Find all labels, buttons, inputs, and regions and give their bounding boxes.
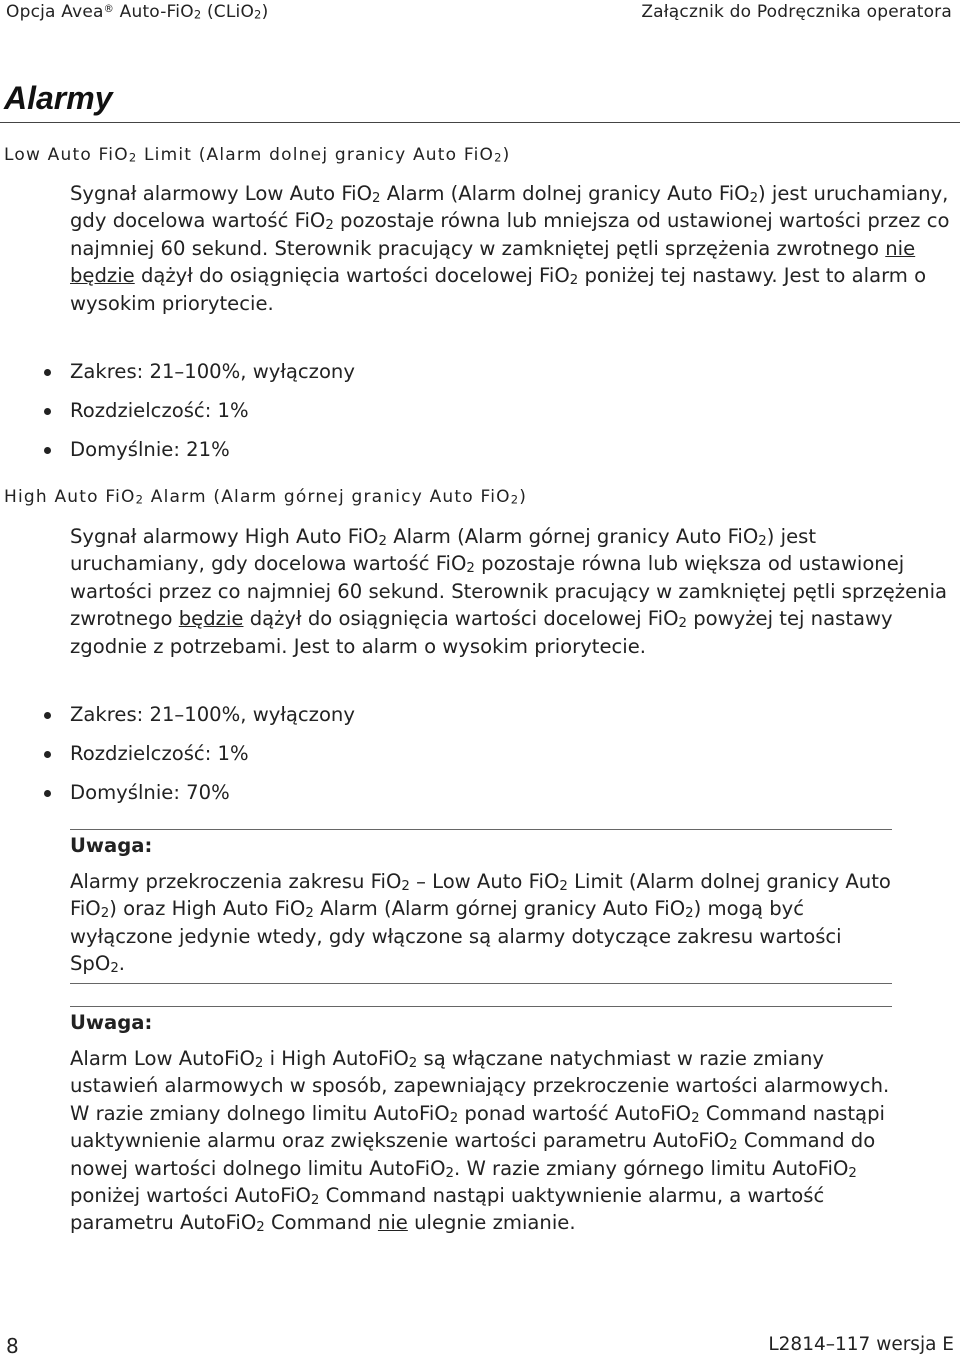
emphasis-underline: nie będzie bbox=[70, 236, 916, 288]
bullet-icon bbox=[44, 447, 51, 454]
bullet-icon bbox=[44, 751, 51, 758]
emphasis-underline: będzie bbox=[178, 607, 244, 631]
running-header-right: Załącznik do Podręcznika operatora bbox=[641, 2, 952, 22]
running-header-left: Opcja Avea® Auto-FiO2 (CLiO2) bbox=[6, 2, 269, 22]
list-item: Rozdzielczość: 1% bbox=[0, 740, 900, 779]
note-divider bbox=[70, 983, 892, 984]
list-item: Zakres: 21–100%, wyłączony bbox=[0, 358, 900, 397]
list-item: Domyślnie: 21% bbox=[0, 436, 900, 475]
note-text: Alarmy przekroczenia zakresu FiO2 – Low Auto FiO2 Limit (Alarm dolnej granicy Auto FiO2) oraz High Auto FiO2 Alarm (Alarm górnej granicy Auto FiO2) mogą być wyłączone jedynie wtedy, gdy włączone są alarmy dotyczące zakresu wartości SpO2. bbox=[70, 870, 891, 977]
high-settings-list bbox=[0, 701, 900, 818]
page-title: Alarmy bbox=[4, 80, 113, 116]
document-code: L2814–117 wersja E bbox=[768, 1334, 954, 1355]
bullet-icon bbox=[44, 790, 51, 797]
note-text: Alarm Low AutoFiO2 i High AutoFiO2 są włączane natychmiast w razie zmiany ustawień alarmowych w sposób, zapewniający przekroczenie wartości alarmowych. W razie zmiany dolnego limitu AutoFiO2 ponad wartość AutoFiO2 Command nastąpi uaktywnienie alarmu oraz zwiększenie wartości parametru AutoFiO2 Command do nowej wartości dolnego limitu AutoFiO2. W razie zmiany górnego limitu AutoFiO2 poniżej wartości AutoFiO2 Command nastąpi uaktywnienie alarmu, a wartość parametru AutoFiO2 Command nie ulegnie zmianie. bbox=[70, 1047, 890, 1236]
note-label: Uwaga: bbox=[70, 834, 153, 857]
note-divider bbox=[70, 1006, 892, 1007]
list-item: Rozdzielczość: 1% bbox=[0, 397, 900, 436]
section-heading-high: High Auto FiO2 Alarm (Alarm górnej granicy Auto FiO2) bbox=[4, 487, 528, 507]
registered-mark: ® bbox=[103, 3, 115, 15]
low-settings-list bbox=[0, 358, 900, 475]
low-description: Sygnał alarmowy Low Auto FiO2 Alarm (Alarm dolnej granicy Auto FiO2) jest uruchamiany, gdy docelowa wartość FiO2 pozostaje równa lub mniejsza od ustawionej wartości przez co najmniej 60 sekund. Sterownik pracujący w zamkniętej pętli sprzężenia zwrotnego nie będzie dążył do osiągnięcia wartości docelowej FiO2 poniżej tej nastawy. Jest to alarm o wysokim priorytecie. bbox=[70, 182, 950, 315]
list-item: Domyślnie: 70% bbox=[0, 779, 900, 818]
bullet-icon bbox=[44, 369, 51, 376]
page-number: 8 bbox=[6, 1334, 19, 1358]
high-description: Sygnał alarmowy High Auto FiO2 Alarm (Alarm górnej granicy Auto FiO2) jest uruchamiany, gdy docelowa wartość FiO2 pozostaje równa lub większa od ustawionej wartości przez co najmniej 60 sekund. Sterownik pracujący w zamkniętej pętli sprzężenia zwrotnego będzie dążył do osiągnięcia wartości docelowej FiO2 powyżej tej nastawy zgodnie z potrzebami. Jest to alarm o wysokim priorytecie. bbox=[70, 525, 948, 658]
bullet-icon bbox=[44, 712, 51, 719]
emphasis-underline: nie bbox=[377, 1211, 408, 1235]
note-label: Uwaga: bbox=[70, 1011, 153, 1034]
list-item: Zakres: 21–100%, wyłączony bbox=[0, 701, 900, 740]
section-heading-low: Low Auto FiO2 Limit (Alarm dolnej granicy Auto FiO2) bbox=[4, 145, 511, 165]
note-divider bbox=[70, 829, 892, 830]
bullet-icon bbox=[44, 408, 51, 415]
title-divider bbox=[0, 122, 960, 123]
